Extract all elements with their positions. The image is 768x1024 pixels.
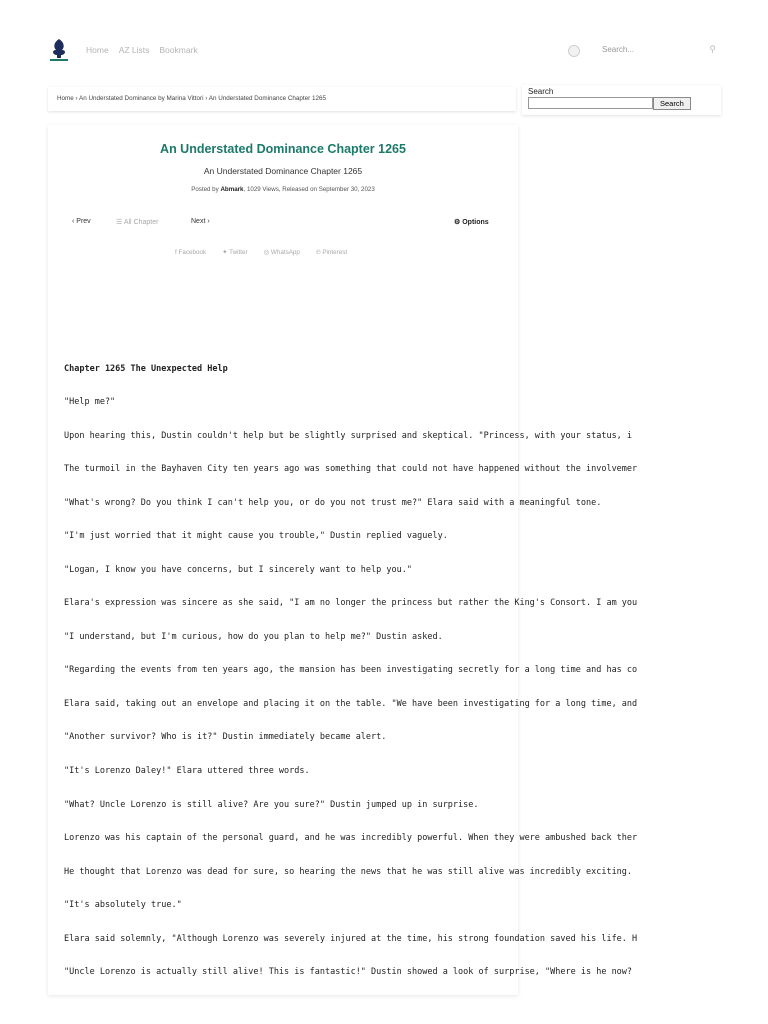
paragraph: "I'm just worried that it might cause you trouble," Dustin replied vaguely.: [64, 531, 448, 542]
paragraph: "It's absolutely true.": [64, 900, 182, 911]
breadcrumb[interactable]: Home › An Understated Dominance by Marina Vittori › An Understated Dominance Chapter 1265: [48, 87, 516, 111]
paragraph: "I understand, but I'm curious, how do you plan to help me?" Dustin asked.: [64, 631, 443, 642]
author-link[interactable]: Abmark: [220, 186, 244, 193]
site-logo[interactable]: [48, 38, 70, 64]
paragraph: Lorenzo was his captain of the personal guard, and he was incredibly powerful. When they were ambushed back ther: [64, 833, 638, 844]
main-nav: [86, 45, 198, 55]
prev-chapter-button[interactable]: ‹ Prev: [72, 218, 91, 225]
paragraph: "It's Lorenzo Daley!" Elara uttered three words.: [64, 766, 310, 777]
chapter-subtitle: An Understated Dominance Chapter 1265: [203, 166, 363, 176]
post-meta: [48, 186, 518, 193]
share-pinterest[interactable]: ℗ Pinterest: [315, 249, 348, 256]
paragraph: "Regarding the events from ten years ago, the mansion has been investigating secretly for a long time and has co: [64, 665, 638, 676]
posted-by-label: Posted by: [191, 186, 221, 193]
twitter-icon: ✦: [222, 249, 230, 256]
paragraph: "Another survivor? Who is it?" Dustin immediately became alert.: [64, 732, 387, 743]
pinterest-icon: ℗: [315, 249, 323, 256]
widget-search-button[interactable]: Search: [653, 97, 691, 110]
theme-toggle-icon[interactable]: [568, 45, 580, 57]
paragraph: Elara said, taking out an envelope and placing it on the table. "We have been investigating for a long time, and: [64, 698, 638, 709]
widget-title: Search: [528, 87, 554, 96]
options-button[interactable]: ⚙ Options: [454, 219, 489, 226]
search-placeholder: Search...: [602, 45, 635, 54]
facebook-icon: f: [175, 249, 179, 256]
share-buttons: [175, 249, 347, 256]
post-meta-details: , 1029 Views, Released on September 30, 2023: [243, 186, 375, 193]
chapter-heading: Chapter 1265 The Unexpected Help: [64, 364, 228, 374]
share-twitter[interactable]: ✦ Twitter: [222, 249, 248, 256]
share-facebook[interactable]: f Facebook: [175, 249, 207, 256]
chapter-title: An Understated Dominance Chapter 1265: [160, 142, 406, 156]
search-icon[interactable]: ⚲: [709, 44, 716, 54]
whatsapp-icon: ◎: [263, 249, 271, 256]
all-chapter-button[interactable]: ☰ All Chapter: [116, 219, 159, 226]
header-search-input[interactable]: [598, 43, 720, 59]
paragraph: The turmoil in the Bayhaven City ten years ago was something that could not have happened without the involvemer: [64, 464, 638, 475]
chapter-nav: [48, 218, 518, 230]
chapter-content: [64, 363, 768, 1000]
widget-search-input[interactable]: [528, 97, 653, 109]
site-header: [0, 36, 768, 66]
next-chapter-button[interactable]: Next ›: [191, 218, 210, 225]
nav-az-lists[interactable]: AZ Lists: [118, 45, 150, 55]
share-whatsapp[interactable]: ◎ WhatsApp: [263, 249, 300, 256]
paragraph: He thought that Lorenzo was dead for sure, so hearing the news that he was still alive was incredibly exciting.: [64, 866, 633, 877]
sidebar-search-widget: [522, 85, 721, 115]
paragraph: "Help me?": [64, 397, 116, 407]
paragraph: "What's wrong? Do you think I can't help you, or do you not trust me?" Elara said with a meaningful tone.: [64, 497, 602, 508]
paragraph: Upon hearing this, Dustin couldn't help but be slightly surprised and skeptical. "Princess, with your status, i: [64, 430, 633, 441]
nav-home[interactable]: Home: [86, 45, 109, 55]
paragraph: Elara's expression was sincere as she said, "I am no longer the princess but rather the King's Consort. I am you: [64, 598, 638, 609]
paragraph: Elara said solemnly, "Although Lorenzo was severely injured at the time, his strong foundation saved his life. H: [64, 933, 638, 944]
paragraph: "Logan, I know you have concerns, but I sincerely want to help you.": [64, 564, 412, 575]
nav-bookmark[interactable]: Bookmark: [159, 45, 198, 55]
paragraph: "What? Uncle Lorenzo is still alive? Are you sure?" Dustin jumped up in surprise.: [64, 799, 479, 810]
paragraph: "Uncle Lorenzo is actually still alive! This is fantastic!" Dustin showed a look of surprise, "Where is he now?: [64, 967, 633, 978]
